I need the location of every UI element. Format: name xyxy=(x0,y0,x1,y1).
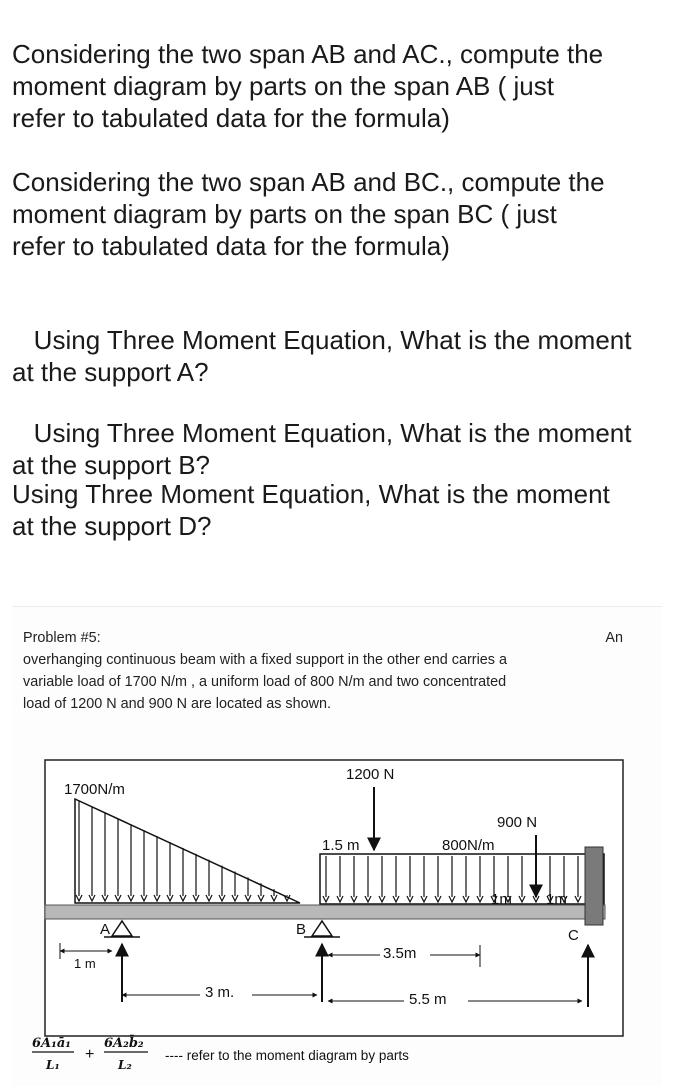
formula-term1-den: L₁ xyxy=(46,1058,60,1072)
label-800: 800N/m xyxy=(442,837,495,854)
question-1-line-1: Considering the two span AB and AC., compute the xyxy=(12,39,604,69)
question-4-line-1: Using Three Moment Equation, What is the moment xyxy=(26,418,632,448)
beam xyxy=(45,905,605,919)
label-1m-a: 1m xyxy=(491,891,512,908)
formula-term2-den: L₂ xyxy=(118,1058,132,1072)
label-1-5m: 1.5 m xyxy=(322,837,360,854)
problem-line-3: load of 1200 N and 900 N are located as shown. xyxy=(23,696,332,712)
fixed-wall xyxy=(585,847,603,925)
question-2-line-2: moment diagram by parts on the span BC ( just xyxy=(12,199,557,229)
label-1m-left: 1 m xyxy=(74,956,96,971)
question-2-line-3: refer to tabulated data for the formula) xyxy=(12,231,450,261)
label-1200: 1200 N xyxy=(346,766,395,783)
formula-term1-num: 6A₁ā₁ xyxy=(32,1036,71,1051)
question-1 xyxy=(12,38,662,134)
problem-title: Problem #5: xyxy=(23,630,101,646)
question-3-line-1: Using Three Moment Equation, What is the moment xyxy=(26,325,632,355)
question-3-line-2: at the support A? xyxy=(12,357,209,387)
question-2-line-1: Considering the two span AB and BC., compute the xyxy=(12,167,605,197)
question-4 xyxy=(12,385,662,481)
formula-plus: + xyxy=(85,1046,95,1063)
label-support-a: A xyxy=(100,921,111,938)
label-5-5m: 5.5 m xyxy=(409,991,447,1008)
question-2 xyxy=(12,166,662,262)
question-1-line-3: refer to tabulated data for the formula) xyxy=(12,103,450,133)
problem-an: An xyxy=(605,630,623,646)
problem-line-1: overhanging continuous beam with a fixed support in the other end carries a xyxy=(23,652,507,668)
formula-term2-num: 6A₂b̄₂ xyxy=(104,1036,144,1051)
question-5 xyxy=(12,478,662,542)
label-900: 900 N xyxy=(497,814,538,831)
question-1-line-2: moment diagram by parts on the span AB ( just xyxy=(12,71,554,101)
question-4-line-2: at the support B? xyxy=(12,450,211,480)
problem-line-2: variable load of 1700 N/m , a uniform load of 800 N/m and two concentrated xyxy=(23,674,507,690)
label-3m: 3 m. xyxy=(205,984,235,1001)
question-3 xyxy=(12,292,662,388)
label-support-c: C xyxy=(568,927,579,944)
question-5-line-1: Using Three Moment Equation, What is the moment xyxy=(12,479,610,509)
label-support-b: B xyxy=(296,921,307,938)
problem-image xyxy=(12,606,662,1086)
label-3-5m: 3.5m xyxy=(383,945,417,962)
label-1700: 1700N/m xyxy=(64,781,125,798)
formula-note: ---- refer to the moment diagram by parts xyxy=(165,1048,409,1063)
question-5-line-2: at the support D? xyxy=(12,511,212,541)
label-1m-b: 1m xyxy=(546,891,567,908)
beam-diagram xyxy=(12,607,662,1086)
